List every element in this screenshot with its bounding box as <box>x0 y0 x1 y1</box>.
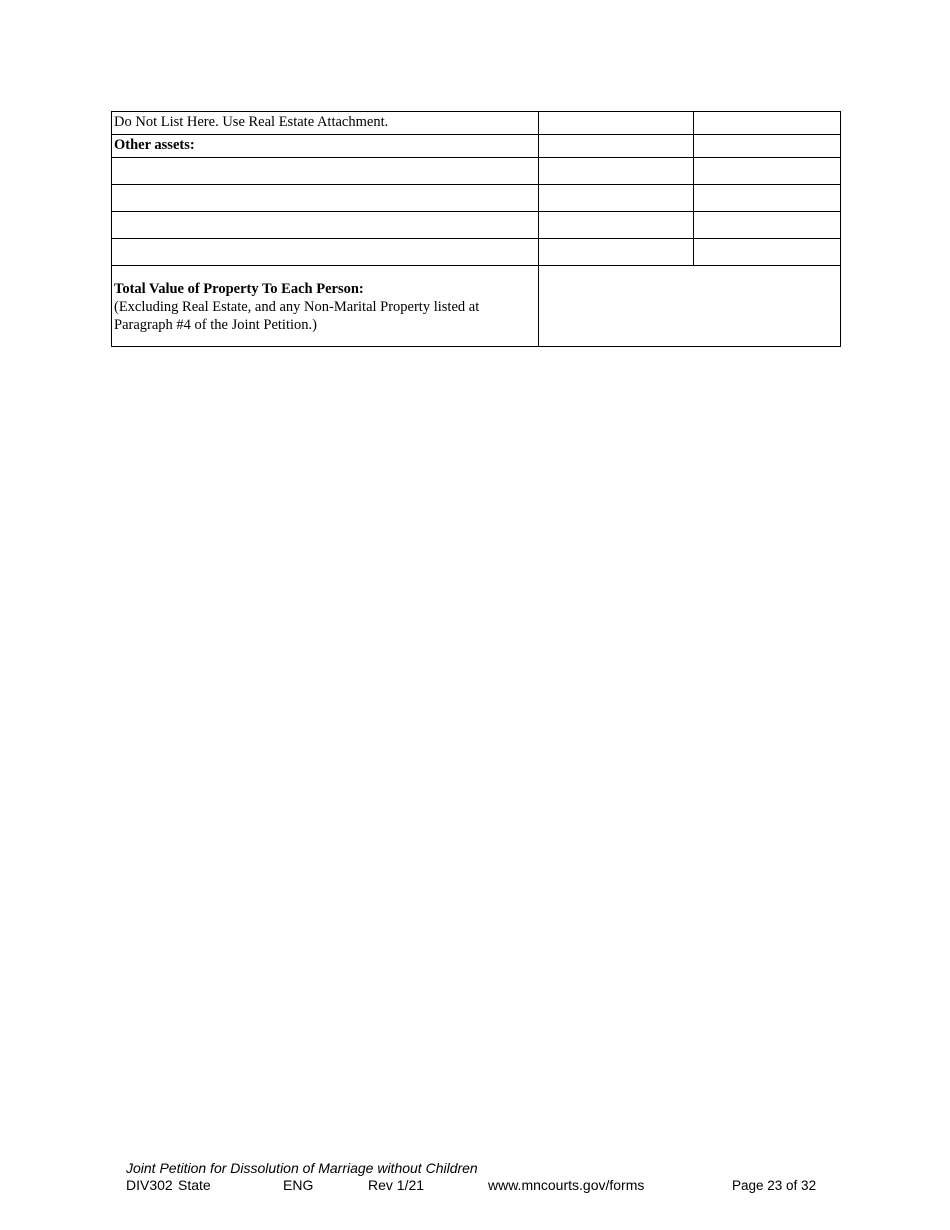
value-cell-person-1[interactable] <box>539 185 694 212</box>
value-cell-person-2[interactable] <box>694 239 841 266</box>
asset-description-cell[interactable] <box>112 158 539 185</box>
total-label-cell <box>112 266 539 347</box>
table-row <box>112 212 841 239</box>
total-value-cell[interactable] <box>539 266 841 347</box>
row-label: Do Not List Here. Use Real Estate Attachment. <box>112 112 539 135</box>
value-cell-person-2[interactable] <box>694 212 841 239</box>
value-cell-person-2[interactable] <box>694 112 841 135</box>
value-cell-person-2[interactable] <box>694 158 841 185</box>
value-cell-person-1[interactable] <box>539 158 694 185</box>
asset-description-cell[interactable] <box>112 239 539 266</box>
forms-url[interactable]: www.mncourts.gov/forms <box>488 1177 645 1193</box>
jurisdiction: State <box>178 1177 211 1193</box>
property-division-table <box>111 111 841 347</box>
revision: Rev 1/21 <box>368 1177 425 1193</box>
table-row <box>112 135 841 158</box>
value-cell-person-1[interactable] <box>539 212 694 239</box>
language: ENG <box>283 1177 314 1193</box>
asset-description-cell[interactable] <box>112 212 539 239</box>
form-meta-line <box>126 1177 846 1195</box>
total-note: (Excluding Real Estate, and any Non-Marital Property listed at Paragraph #4 of the Joint Petition.) <box>114 299 480 333</box>
table-row <box>112 112 841 135</box>
row-label: Other assets: <box>112 135 539 158</box>
value-cell-person-2[interactable] <box>694 185 841 212</box>
table-row <box>112 185 841 212</box>
page-number: Page 23 of 32 <box>732 1178 817 1193</box>
total-row <box>112 266 841 347</box>
table-row <box>112 158 841 185</box>
value-cell-person-1[interactable] <box>539 112 694 135</box>
value-cell-person-1[interactable] <box>539 239 694 266</box>
asset-description-cell[interactable] <box>112 185 539 212</box>
value-cell-person-1[interactable] <box>539 135 694 158</box>
total-heading: Total Value of Property To Each Person: <box>114 281 364 297</box>
value-cell-person-2[interactable] <box>694 135 841 158</box>
table-row <box>112 239 841 266</box>
page-footer <box>126 1160 846 1195</box>
form-code: DIV302 <box>126 1177 173 1193</box>
form-title: Joint Petition for Dissolution of Marriage without Children <box>126 1160 478 1176</box>
